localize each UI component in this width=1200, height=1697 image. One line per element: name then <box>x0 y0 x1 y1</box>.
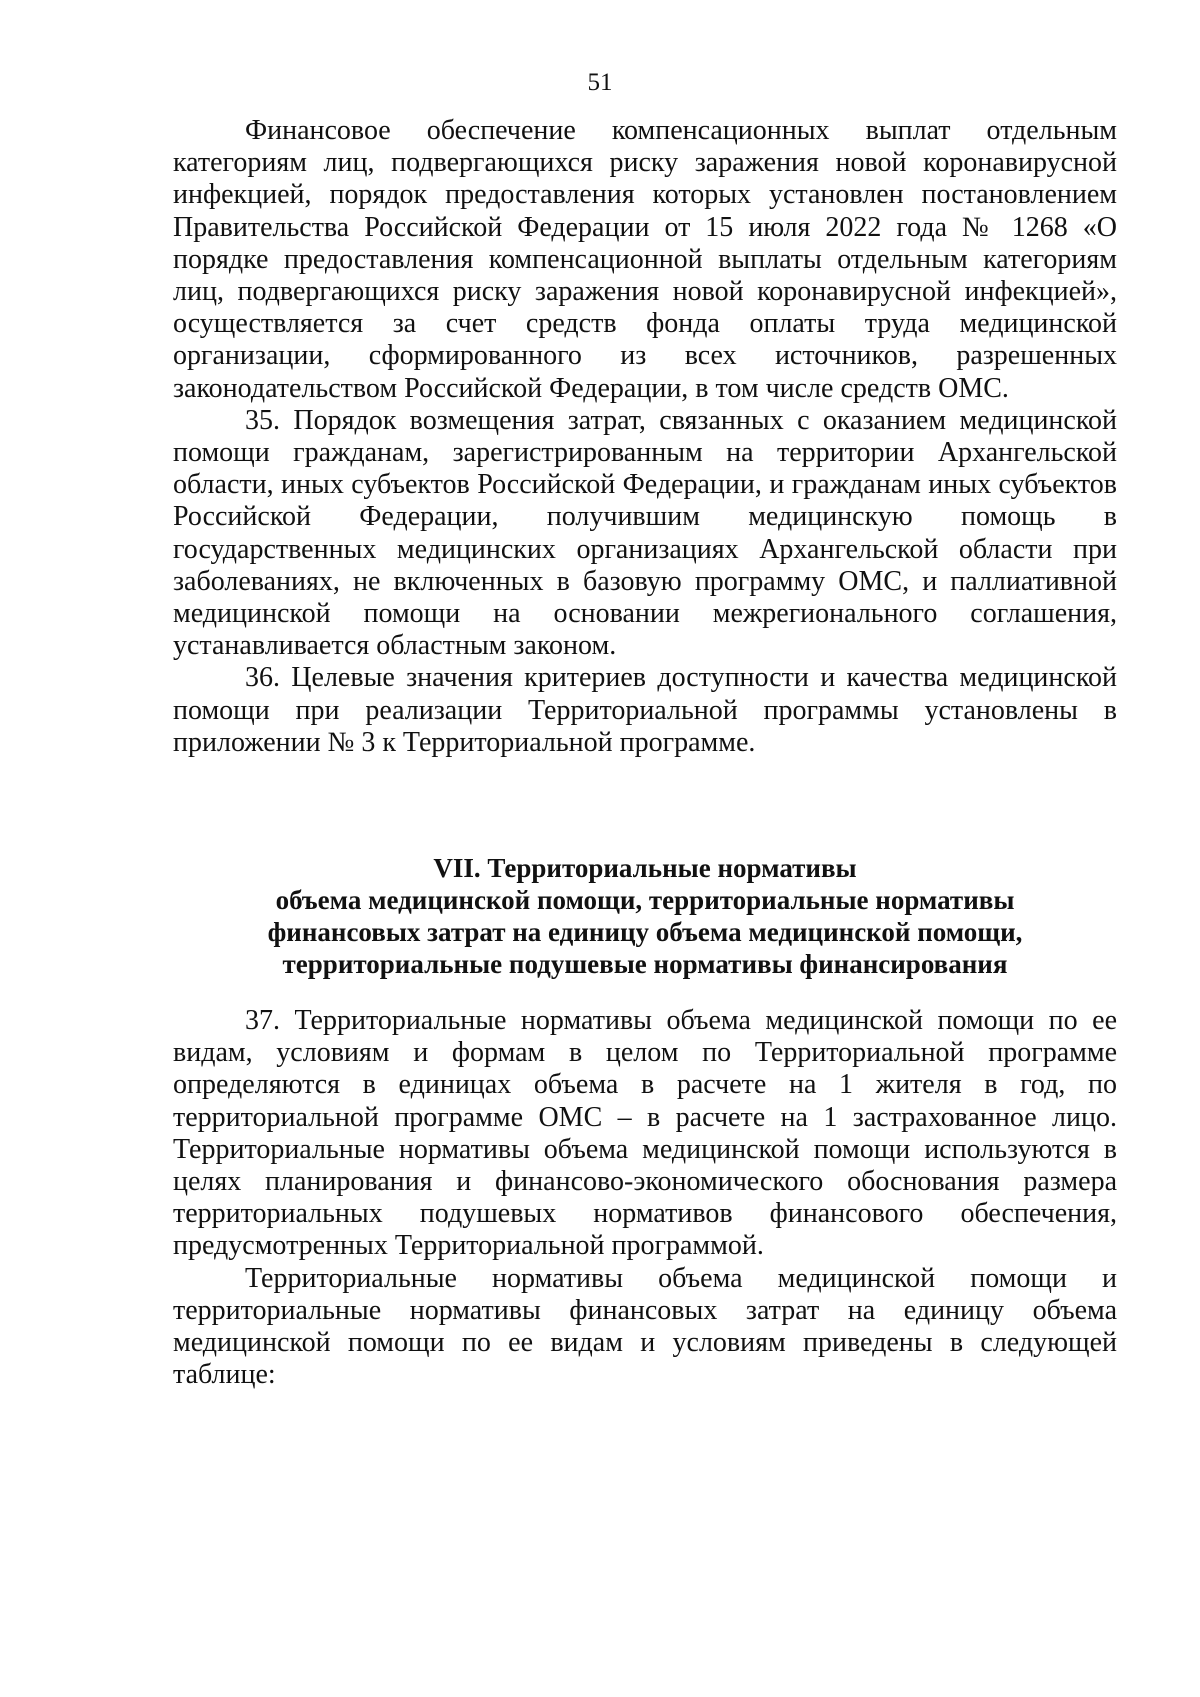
paragraph-compensation-payments: Финансовое обеспечение компенсационных выплат отдельным категориям лиц, подвергающихся риску заражения новой коронавирусной инфекцией, порядок предоставления которых установлен постановлением Правительства Российской Федерации от 15 июля 2022 года № 1268 «О порядке предоставления компенсационной выплаты отдельным категориям лиц, подвергающихся риску заражения новой коронавирусной инфекцией», осуществляется за счет средств фонда оплаты труда медицинской организации, сформированного из всех источников, разрешенных законодательством Российской Федерации, в том числе средств ОМС. <box>173 115 1117 404</box>
paragraph-35: 35. Порядок возмещения затрат, связанных с оказанием медицинской помощи гражданам, зарегистрированным на территории Архангельской области, иных субъектов Российской Федерации, и гражданам иных субъектов Российской Федерации, получившим медицинскую помощь в государственных медицинских организациях Архангельской области при заболеваниях, не включенных в базовую программу ОМС, и паллиативной медицинской помощи на основании межрегионального соглашения, устанавливается областным законом. <box>173 404 1117 662</box>
text-section-bottom <box>173 1005 1117 1391</box>
heading-line: объема медицинской помощи, территориальные нормативы <box>275 885 1015 915</box>
heading-line: финансовых затрат на единицу объема медицинской помощи, <box>267 917 1023 947</box>
paragraph-table-intro: Территориальные нормативы объема медицинской помощи и территориальные нормативы финансовых затрат на единицу объема медицинской помощи по ее видам и условиям приведены в следующей таблице: <box>173 1262 1117 1391</box>
heading-line: VII. Территориальные нормативы <box>433 853 857 883</box>
paragraph-36: 36. Целевые значения критериев доступности и качества медицинской помощи при реализации Территориальной программы установлены в приложении № 3 к Территориальной программе. <box>173 662 1117 758</box>
page-number: 51 <box>587 69 613 96</box>
heading-line: территориальные подушевые нормативы финансирования <box>282 949 1008 979</box>
paragraph-37: 37. Территориальные нормативы объема медицинской помощи по ее видам, условиям и формам в целом по Территориальной программе определяются в единицах объема в расчете на 1 жителя в год, по территориальной программе ОМС – в расчете на 1 застрахованное лицо. Территориальные нормативы объема медицинской помощи используются в целях планирования и финансово-экономического обоснования размера территориальных подушевых нормативов финансового обеспечения, предусмотренных Территориальной программой. <box>173 1005 1117 1262</box>
text-section-top <box>173 115 1117 759</box>
section-heading <box>173 852 1117 980</box>
